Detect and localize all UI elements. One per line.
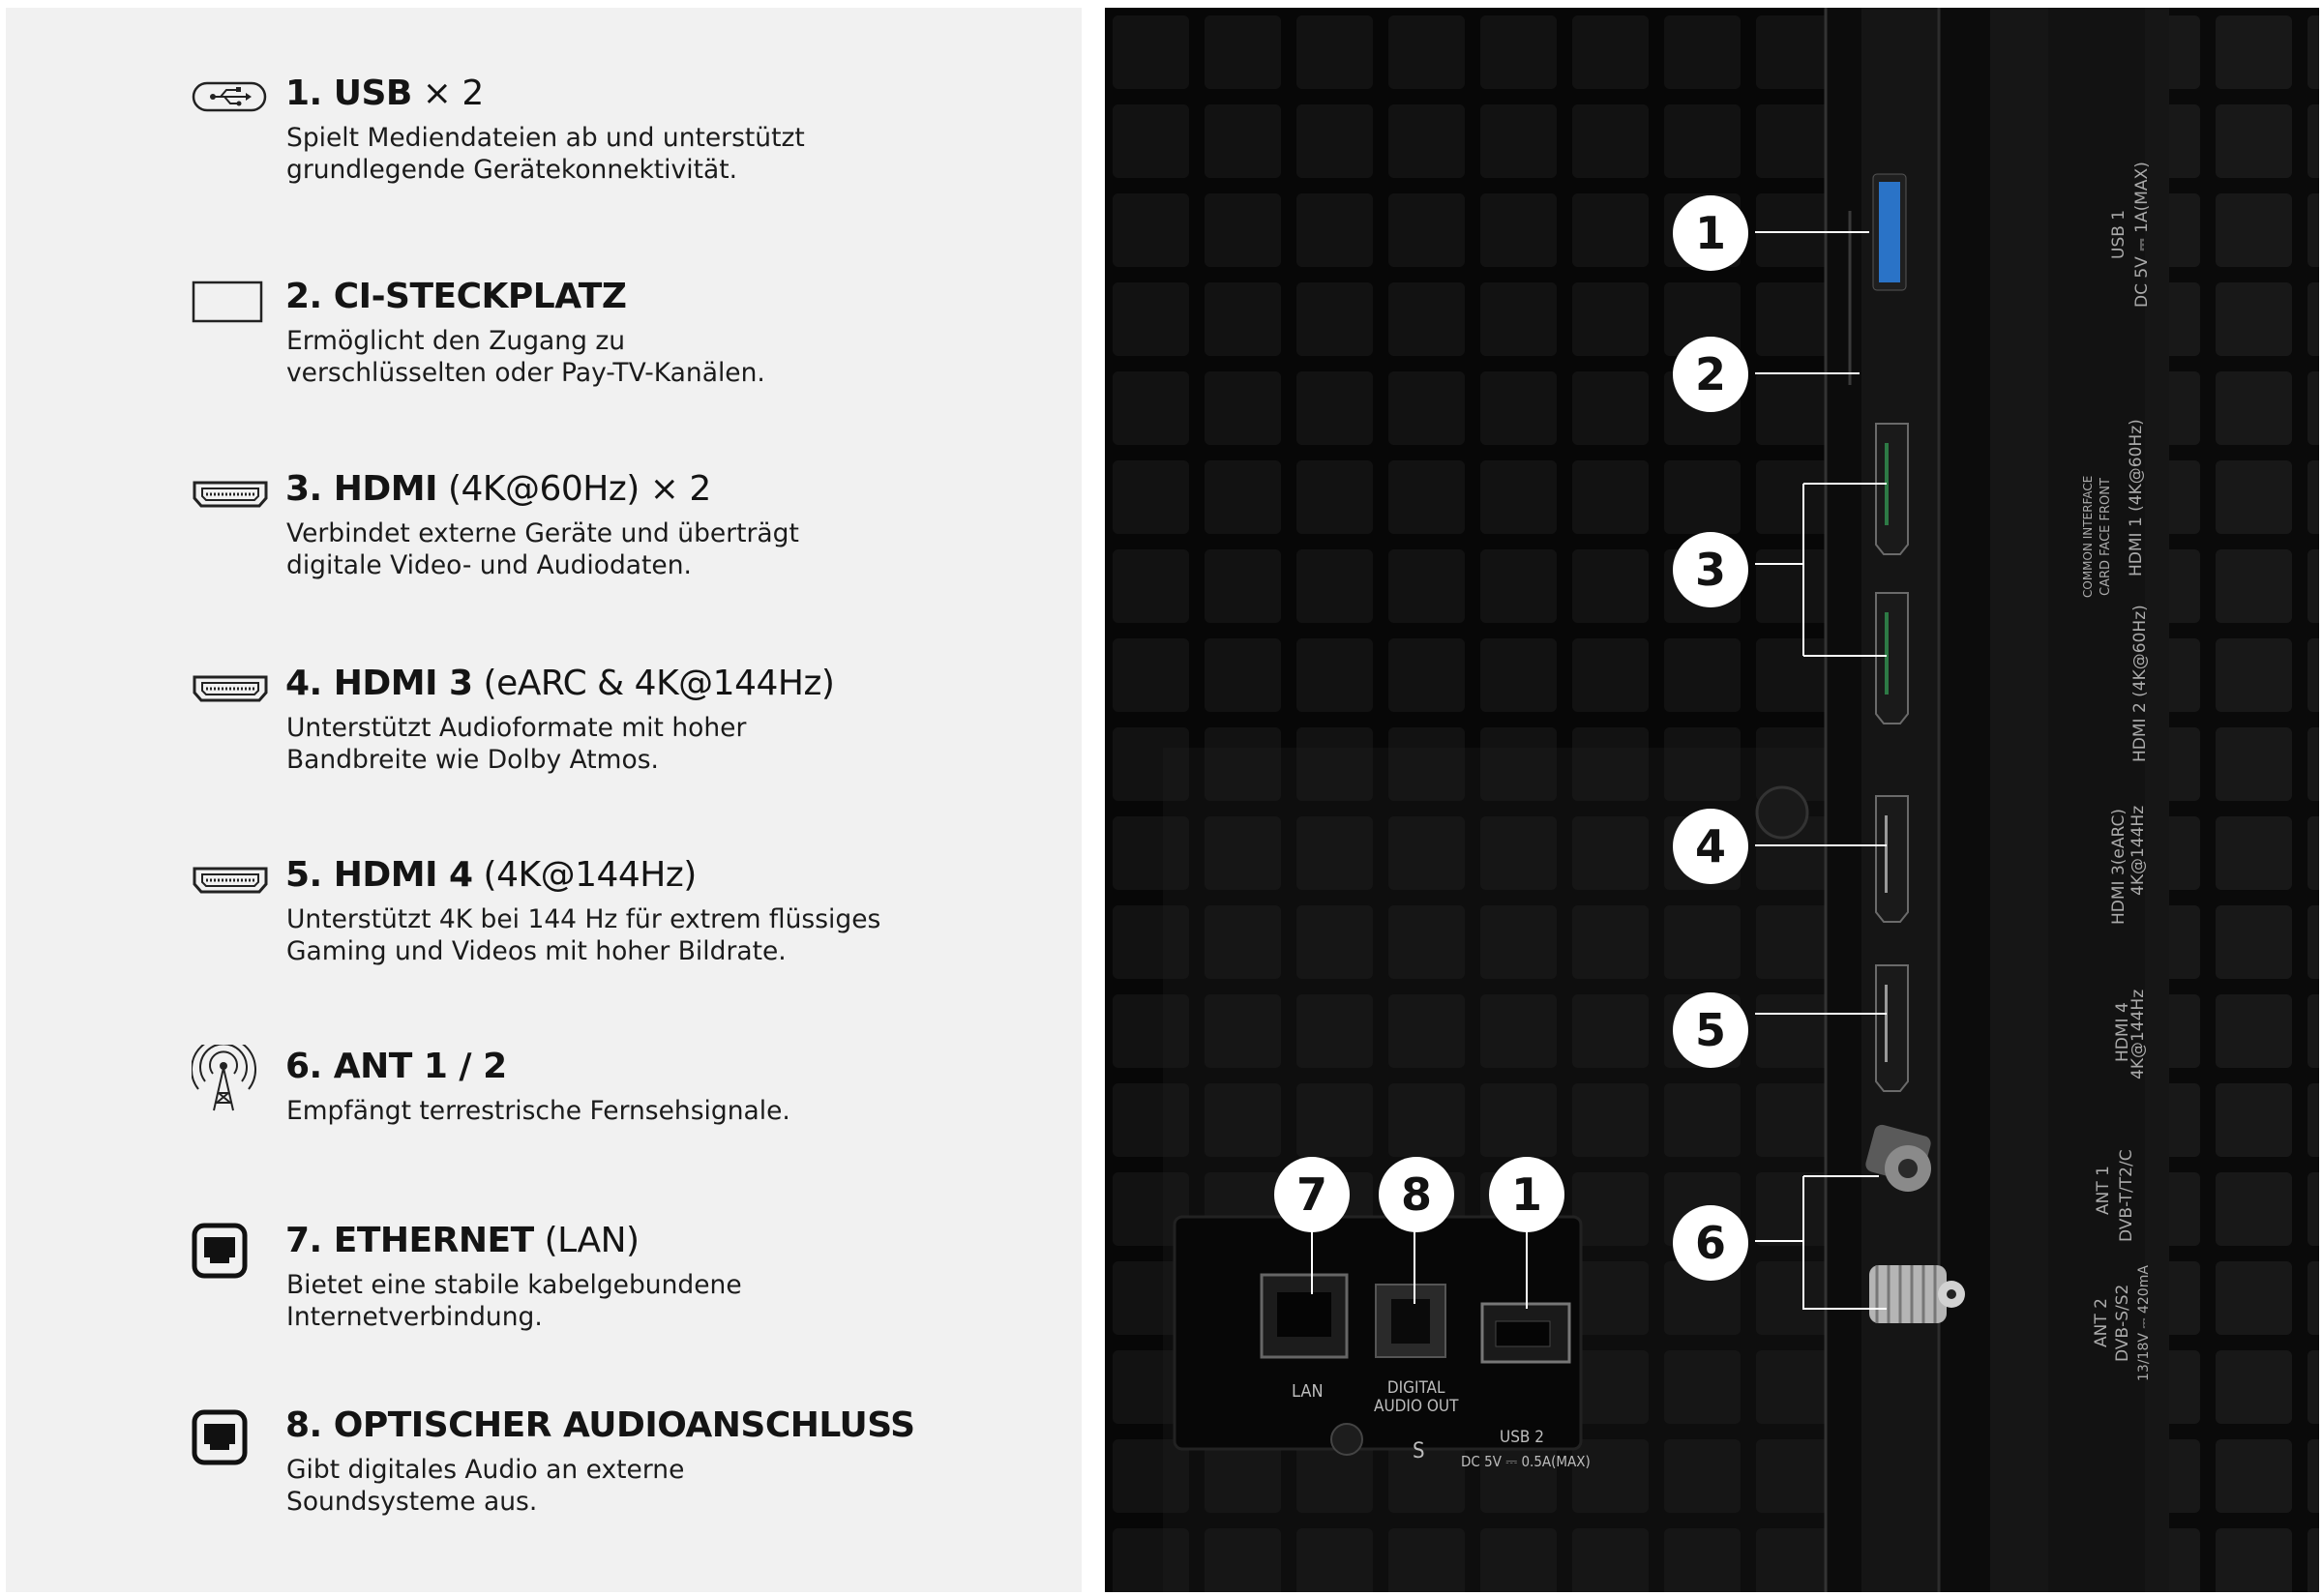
- usb1-label: USB 1: [2109, 209, 2128, 259]
- port-badge-1: 1: [1673, 195, 1748, 271]
- usb2-label: USB 2: [1500, 1428, 1544, 1447]
- port-badge-6: 6: [1673, 1205, 1748, 1281]
- tv-back-photo: [1105, 8, 2319, 1592]
- port-badge-usb2: 1: [1489, 1157, 1564, 1232]
- s-mark-label: S: [1413, 1439, 1425, 1463]
- port-badge-4: 4: [1673, 809, 1748, 884]
- feature-title: 1. USB × 2: [285, 74, 484, 113]
- port-badge-2: 2: [1673, 337, 1748, 412]
- usb2-spec-label: DC 5V ⎓ 0.5A(MAX): [1461, 1453, 1591, 1470]
- feature-title: 7. ETHERNET (LAN): [285, 1221, 640, 1260]
- hdmi4-spec-label: 4K@144Hz: [2128, 989, 2148, 1079]
- hdmi-icon: [192, 863, 265, 907]
- ant2-power-label: 13/18V ⎓ 420mA: [2136, 1265, 2152, 1381]
- feature-title: 6. ANT 1 / 2: [285, 1047, 507, 1086]
- feature-description: Gibt digitales Audio an externe Soundsysteme aus.: [286, 1455, 685, 1517]
- feature-description: Unterstützt Audioformate mit hoher Bandbreite wie Dolby Atmos.: [286, 713, 747, 775]
- feature-description: Unterstützt 4K bei 144 Hz für extrem flüssiges Gaming und Videos mit hoher Bildrate.: [286, 904, 881, 966]
- ant1-spec-label: DVB-T/T2/C: [2117, 1149, 2136, 1242]
- feature-description: Ermöglicht den Zugang zu verschlüsselten oder Pay-TV-Kanälen.: [286, 326, 765, 388]
- feature-title: 3. HDMI (4K@60Hz) × 2: [285, 469, 711, 509]
- usb-icon: [192, 79, 265, 124]
- hdmi3-spec-label: 4K@144Hz: [2128, 805, 2148, 896]
- port-badge-7: 7: [1274, 1157, 1350, 1232]
- ci-slot-icon: [192, 281, 265, 325]
- feature-description: Empfängt terrestrische Fernsehsignale.: [286, 1096, 790, 1126]
- lan-label: LAN: [1292, 1381, 1324, 1402]
- feature-title: 5. HDMI 4 (4K@144Hz): [285, 855, 697, 895]
- port-badge-5: 5: [1673, 992, 1748, 1068]
- hdmi2-label: HDMI 2 (4K@60Hz): [2130, 605, 2150, 762]
- common-interface-label: COMMON INTERFACE: [2081, 475, 2095, 598]
- feature-description: Bietet eine stabile kabelgebundene Internetverbindung.: [286, 1270, 742, 1332]
- feature-panel: [6, 8, 1082, 1592]
- card-face-front-label: CARD FACE FRONT: [2099, 478, 2113, 596]
- hdmi-icon: [192, 671, 265, 716]
- hdmi4-label: HDMI 4: [2113, 1002, 2132, 1062]
- hdmi-icon: [192, 477, 265, 521]
- ant1-label: ANT 1: [2094, 1166, 2113, 1215]
- usb1-spec-label: DC 5V ⎓ 1A(MAX): [2132, 162, 2152, 308]
- feature-title: 4. HDMI 3 (eARC & 4K@144Hz): [285, 664, 835, 703]
- feature-description: Verbindet externe Geräte und überträgt digitale Video- und Audiodaten.: [286, 518, 799, 580]
- hdmi3-label: HDMI 3(eARC): [2109, 809, 2128, 925]
- antenna-icon: [192, 1045, 265, 1114]
- ant2-label: ANT 2: [2092, 1298, 2111, 1347]
- feature-title: 2. CI-STECKPLATZ: [285, 277, 627, 316]
- ethernet-icon: [192, 1409, 265, 1467]
- ethernet-icon: [192, 1223, 265, 1281]
- feature-title: 8. OPTISCHER AUDIOANSCHLUSS: [285, 1405, 915, 1445]
- hdmi1-label: HDMI 1 (4K@60Hz): [2127, 419, 2146, 576]
- digital-audio-label: DIGITAL AUDIO OUT: [1374, 1378, 1459, 1416]
- port-badge-8: 8: [1379, 1157, 1454, 1232]
- port-badge-3: 3: [1673, 532, 1748, 607]
- feature-description: Spielt Mediendateien ab und unterstützt grundlegende Gerätekonnektivität.: [286, 123, 805, 185]
- ant2-spec-label: DVB-S/S2: [2113, 1284, 2132, 1362]
